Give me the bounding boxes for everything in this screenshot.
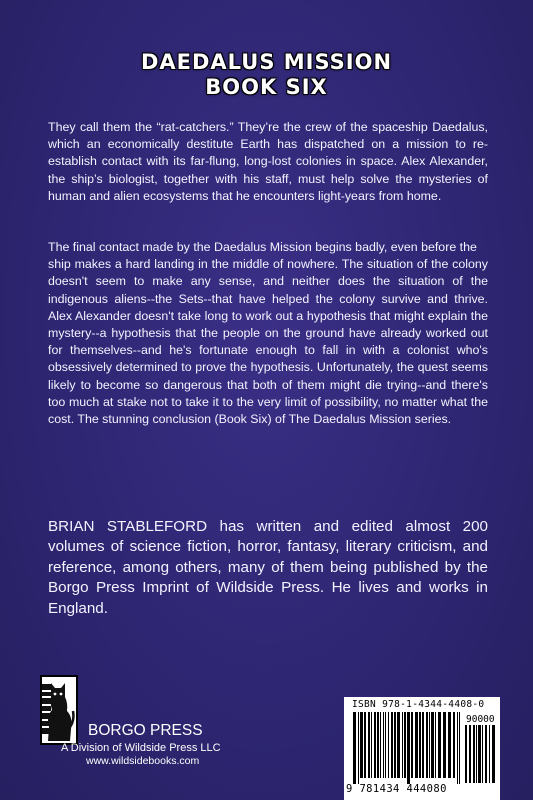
- barcode-bar: [383, 712, 384, 778]
- barcode-bar: [459, 712, 460, 784]
- title-line-2: BOOK SIX: [205, 75, 328, 99]
- barcode-bar: [353, 712, 356, 784]
- blurb-paragraph-2-line-1: The final contact made by the Daedalus Mission begins badly, even before the: [48, 240, 477, 254]
- blurb-paragraph-1: They call them the “rat-catchers.” They’re the crew of the spaceship Daedalus, which an economically destitute Earth has dispatched on a mission to re-establish contact with its far-flung, long-lost colonies in space. Alex Alexander, the ship’s biologist, together with his staff, must help solve the mysteries of human and alien ecosystems that he encounters light-years from home.: [48, 120, 488, 203]
- publisher-division: A Division of Wildside Press LLC: [61, 742, 221, 754]
- barcode-bar: [465, 725, 467, 783]
- barcode-bar: [478, 725, 481, 783]
- barcode-bar: [443, 712, 446, 778]
- barcode-bar: [422, 712, 424, 778]
- barcode-bar: [429, 712, 430, 778]
- barcode-bar: [411, 712, 413, 778]
- barcode-bar: [360, 712, 363, 778]
- barcode-bar: [358, 712, 359, 784]
- barcode-bar: [377, 712, 379, 778]
- barcode-bar: [435, 712, 436, 778]
- barcode-bar: [492, 725, 495, 783]
- barcode-bar: [431, 712, 434, 778]
- author-bio: BRIAN STABLEFORD has written and edited almost 200 volumes of science fiction, horror, fantasy, literary criticism, and reference, among others, many of them being published by the Borgo Press Imprint of Wildside Press. He lives and works in England.: [48, 518, 488, 617]
- barcode-bar: [426, 712, 428, 778]
- isbn-label: ISBN 978-1-4344-4408-0: [352, 699, 485, 710]
- ean-digits: 9 781434 444080: [346, 783, 447, 795]
- barcode-bar: [419, 712, 421, 778]
- barcode-bar: [371, 712, 372, 778]
- barcode-bar: [364, 712, 366, 778]
- publisher-name: BORGO PRESS: [88, 722, 203, 739]
- barcode-bar: [453, 712, 455, 778]
- barcode-bar: [397, 712, 400, 778]
- barcode-bar: [374, 712, 376, 778]
- barcode-bar: [402, 712, 403, 778]
- barcode-bar: [482, 725, 483, 783]
- barcode-bar: [388, 712, 389, 778]
- barcode-bar: [368, 712, 370, 778]
- barcode-bar: [476, 725, 477, 783]
- ean-barcode: [352, 712, 462, 784]
- blurb-paragraph-2: [48, 239, 488, 428]
- barcode-bar: [404, 712, 406, 778]
- barcode-bar: [469, 725, 471, 783]
- barcode-bar: [448, 712, 451, 778]
- barcode-bar: [391, 712, 393, 778]
- barcode-bar: [457, 712, 458, 784]
- barcode-bar: [438, 712, 441, 778]
- wildside-logo-text: [40, 681, 56, 739]
- price-code: 90000: [466, 714, 495, 725]
- barcode-bar: [485, 725, 487, 783]
- title-line-1: DAEDALUS MISSION: [140, 50, 393, 74]
- barcode-bar: [385, 712, 386, 778]
- wildside-logo: [40, 675, 78, 745]
- price-barcode: [464, 725, 498, 783]
- barcode-bar: [415, 712, 418, 778]
- barcode-bar: [473, 725, 475, 783]
- blurb-paragraph-2-line-2: ship makes a hard landing in the middle of nowhere. The situation of the colony doesn't seem to make any sense, and neither does the situation of the indigenous aliens--the Sets--that have helped the colony survive and thrive. Alex Alexander doesn't take long to work out a hypothesis that might explain the mystery--a hypothesis that the people on the ground have already worked out for themselves--and he's fortunate enough to fall in with a colonist who's obsessively determined to prove the hypothesis. Unfortunately, the quest seems likely to become so dangerous that both of them might die trying--and there's too much at stake not to take it to the very limit of possibility, no matter what the cost. The stunning conclusion (Book Six) of The Daedalus Mission series.: [48, 257, 488, 427]
- barcode-bar: [380, 712, 381, 778]
- publisher-website[interactable]: www.wildsidebooks.com: [86, 755, 200, 767]
- barcode-bar: [489, 725, 490, 783]
- barcode-bar: [407, 712, 410, 784]
- barcode-bar: [394, 712, 396, 778]
